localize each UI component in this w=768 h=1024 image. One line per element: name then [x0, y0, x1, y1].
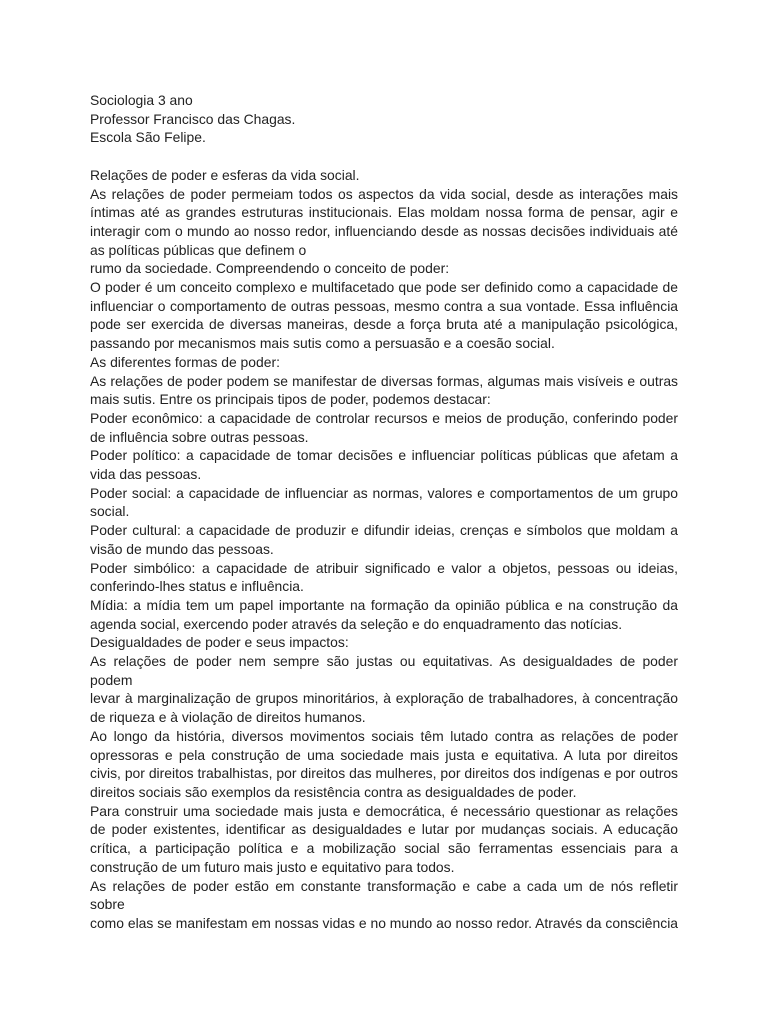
text-line: interagir com o mundo ao nosso redor, influenciando desde as nossas decisões individuais até [90, 222, 678, 239]
text-line: Mídia: a mídia tem um papel importante na formação da opinião pública e na construção da [90, 596, 678, 613]
text-line: Ao longo da história, diversos movimentos sociais têm lutado contra as relações de poder [90, 727, 678, 744]
text-line: levar à marginalização de grupos minoritários, à exploração de trabalhadores, à concentração [90, 690, 678, 707]
text-line: Poder econômico: a capacidade de controlar recursos e meios de produção, conferindo poder [90, 409, 678, 426]
text-line: construção de um futuro mais justo e equitativo para todos. [90, 858, 455, 875]
text-line: agenda social, exercendo poder através da seleção e do enquadramento das notícias. [90, 615, 623, 632]
text-line: vida das pessoas. [90, 466, 202, 483]
document-page [90, 91, 678, 933]
text-line: influenciar o comportamento de outras pessoas, mesmo contra a sua vontade. Essa influência [90, 297, 678, 314]
text-line: Desigualdades de poder e seus impactos: [90, 634, 349, 651]
text-line: pode ser exercida de diversas maneiras, desde a força bruta até a manipulação psicológica, [90, 316, 678, 333]
text-line: social. [90, 503, 130, 520]
text-line: passando por mecanismos mais sutis como a persuasão e a coesão social. [90, 335, 555, 352]
teacher-line: Professor Francisco das Chagas. [90, 110, 296, 127]
text-line: direitos sociais são exemplos da resistência contra as desigualdades de poder. [90, 784, 577, 800]
text-line: conferindo-lhes status e influência. [90, 578, 304, 595]
text-line: de riqueza e à violação de direitos humanos. [90, 709, 366, 726]
text-line: opressoras e pela construção de uma sociedade mais justa e equitativa. A luta por direitos [90, 746, 678, 763]
text-line: As diferentes formas de poder: [90, 353, 280, 370]
text-line: As relações de poder podem se manifestar de diversas formas, algumas mais visíveis e outras [90, 372, 678, 389]
course-line: Sociologia 3 ano [90, 92, 193, 108]
text-line: íntimas até as grandes estruturas institucionais. Elas moldam nossa forma de pensar, agir e [90, 204, 678, 221]
blank-line [90, 147, 678, 166]
text-line: de poder existentes, identificar as desigualdades e lutar por mudanças sociais. A educação [90, 821, 678, 838]
text-line: Poder cultural: a capacidade de produzir e difundir ideias, crenças e símbolos que moldam a [90, 522, 678, 539]
text-line: as políticas públicas que definem o [90, 241, 307, 258]
text-line: crítica, a participação política e a mobilização social são ferramentas essenciais para a [90, 840, 678, 857]
text-line: O poder é um conceito complexo e multifacetado que pode ser definido como a capacidade de [90, 279, 678, 296]
text-line: Para construir uma sociedade mais justa e democrática, é necessário questionar as relações [90, 802, 678, 819]
text-line: Relações de poder e esferas da vida social. [90, 166, 360, 183]
text-line: As relações de poder nem sempre são justas ou equitativas. As desigualdades de poder podem [90, 653, 678, 688]
body-text [90, 166, 678, 933]
text-line: rumo da sociedade. Compreendendo o conceito de poder: [90, 260, 450, 277]
text-line: visão de mundo das pessoas. [90, 540, 274, 557]
text-line: Poder político: a capacidade de tomar decisões e influenciar políticas públicas que afetam a [90, 447, 678, 464]
text-line: civis, por direitos trabalhistas, por direitos das mulheres, por direitos dos indígenas e por outros [90, 765, 678, 782]
school-line: Escola São Felipe. [90, 129, 206, 146]
text-line: Poder simbólico: a capacidade de atribuir significado e valor a objetos, pessoas ou ideias, [90, 559, 678, 576]
text-line: como elas se manifestam em nossas vidas e no mundo ao nosso redor. Através da consciência [90, 914, 678, 931]
text-line: mais sutis. Entre os principais tipos de poder, podemos destacar: [90, 391, 491, 408]
text-line: de influência sobre outras pessoas. [90, 428, 309, 445]
text-line: Poder social: a capacidade de influenciar as normas, valores e comportamentos de um grupo [90, 484, 678, 501]
text-line: As relações de poder permeiam todos os aspectos da vida social, desde as interações mais [90, 185, 678, 202]
text-line: As relações de poder estão em constante transformação e cabe a cada um de nós refletir sobre [90, 877, 678, 913]
